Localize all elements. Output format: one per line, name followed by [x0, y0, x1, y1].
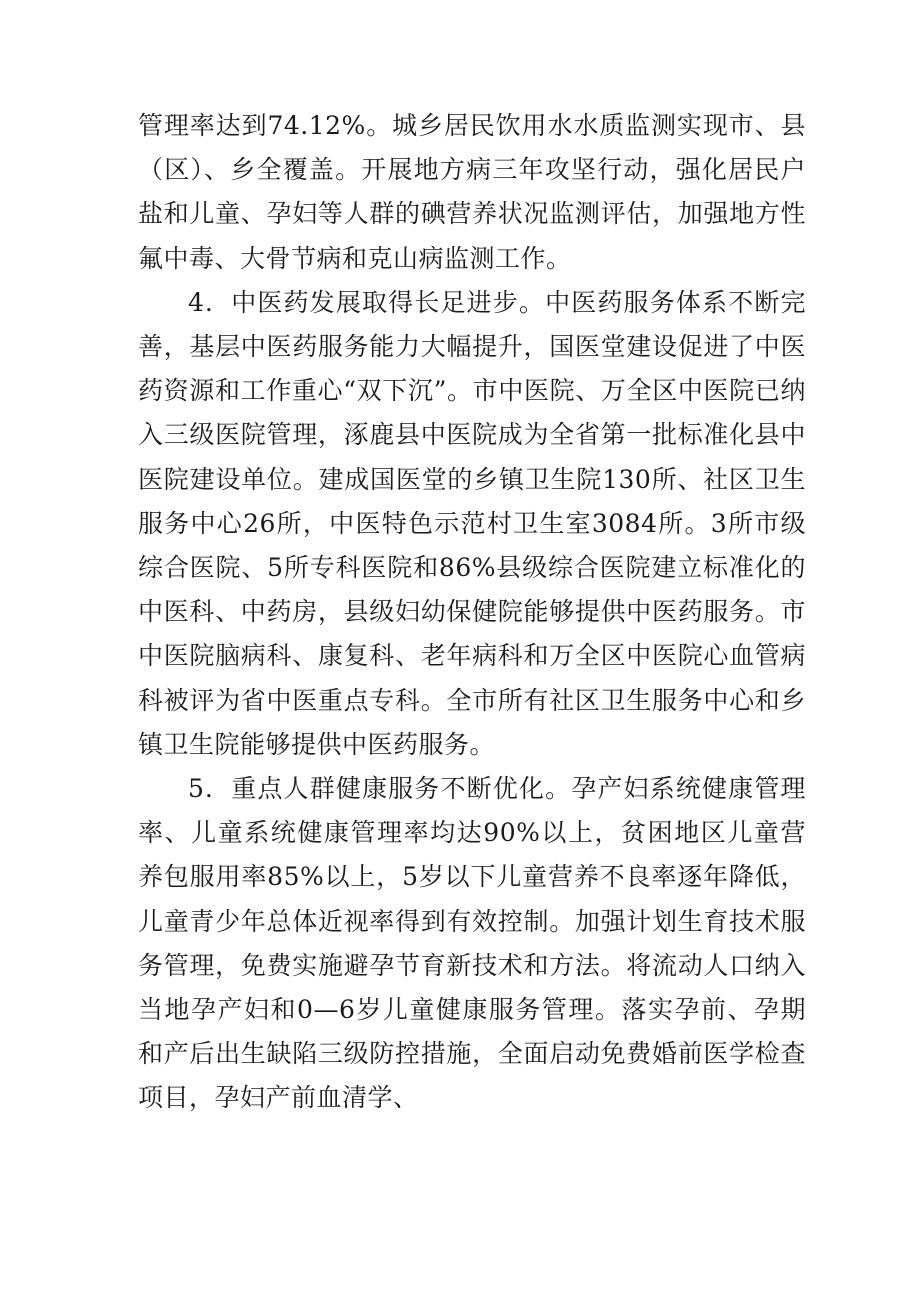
paragraph-continued: 管理率达到74.12%。城乡居民饮用水水质监测实现市、县（区）、乡全覆盖。开展地方病三年攻坚行动，强化居民户盐和儿童、孕妇等人群的碘营养状况监测评估，加强地方性氟中毒、大骨节病和克山病监测工作。 [138, 111, 806, 273]
paragraph-key-population-health: 5．重点人群健康服务不断优化。孕产妇系统健康管理率、儿童系统健康管理率均达90%以上，贫困地区儿童营养包服用率85%以上，5岁以下儿童营养不良率逐年降低，儿童青少年总体近视率得到有效控制。加强计划生育技术服务管理，免费实施避孕节育新技术和方法。将流动人口纳入当地孕产妇和0—6岁儿童健康服务管理。落实孕前、孕期和产后出生缺陷三级防控措施，全面启动免费婚前医学检查项目，孕妇产前血清学、 [138, 774, 806, 1113]
paragraph-tcm-development: 4．中医药发展取得长足进步。中医药服务体系不断完善，基层中医药服务能力大幅提升，国医堂建设促进了中医药资源和工作重心“双下沉”。市中医院、万全区中医院已纳入三级医院管理，涿鹿县中医院成为全省第一批标准化县中医院建设单位。建成国医堂的乡镇卫生院130所、社区卫生服务中心26所，中医特色示范村卫生室3084所。3所市级综合医院、5所专科医院和86%县级综合医院建立标准化的中医科、中药房，县级妇幼保健院能够提供中医药服务。市中医院脑病科、康复科、老年病科和万全区中医院心血管病科被评为省中医重点专科。全市所有社区卫生服务中心和乡镇卫生院能够提供中医药服务。 [138, 287, 806, 759]
document-page [138, 104, 806, 1121]
